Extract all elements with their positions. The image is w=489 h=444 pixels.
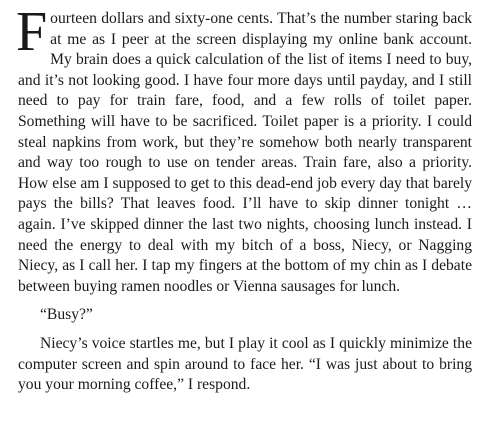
drop-cap-letter: F	[16, 1, 48, 63]
narration-paragraph: Niecy’s voice startles me, but I play it cool as I quickly minimize the computer screen and spin around to face her. “I was just about to bring you your morning coffee,” I respond.	[18, 334, 472, 394]
opening-paragraph-text: ourteen dollars and sixty-one cents. That’s the number staring back at me as I peer at the screen displaying my online bank account. My brain does a quick calculation of the list of items I need to buy, and it’s not looking good. I have four more days until payday, and I still need to pay for train fare, food, and a few rolls of toilet paper. Something will have to be sacrificed. Toilet paper is a priority. I could steal napkins from work, but they’re somehow both nearly transparent and way too rough to use on tender areas. Train fare, also a priority. How else am I supposed to get to this dead-end job every day that barely pays the bills? That leaves food. I’ll have to skip dinner tonight … again. I’ve skipped dinner the last two nights, choosing lunch instead. I need the energy to deal with my bitch of a boss, Niecy, or Nagging Niecy, as I call her. I tap my fingers at the bottom of my chin as I debate between buying ramen noodles or Vienna sausages for lunch.	[18, 10, 472, 295]
opening-paragraph	[16, 1, 472, 297]
book-page	[16, 1, 472, 396]
dialogue-paragraph: “Busy?”	[40, 306, 93, 324]
